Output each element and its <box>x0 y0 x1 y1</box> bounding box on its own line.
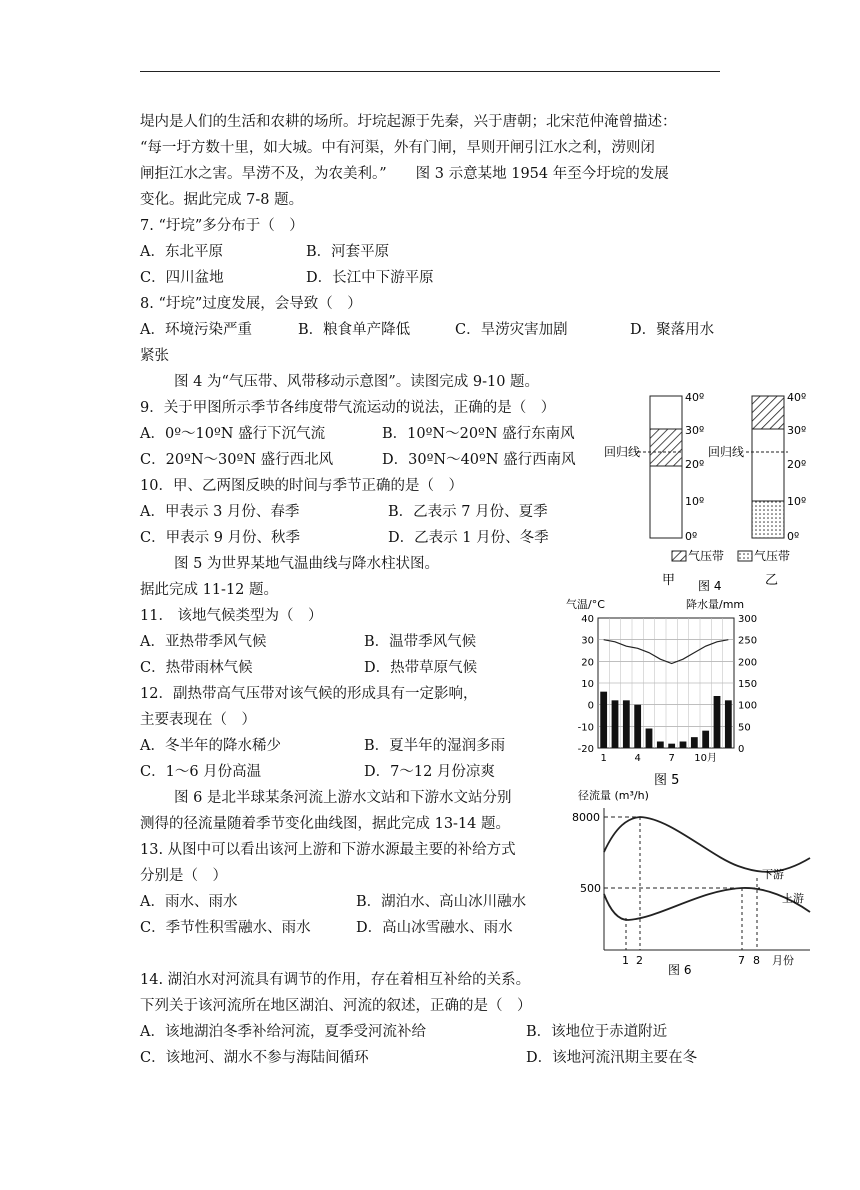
tick-right-40: 40º <box>787 391 807 404</box>
tick-left-0: 0º <box>685 530 698 543</box>
column-left <box>650 396 682 538</box>
question-13: 13. 从图中可以看出该河上游和下游水源最主要的补给方式 <box>140 842 516 858</box>
temp-tick: -10 <box>577 722 594 734</box>
option-10c[interactable]: C．甲表示 9 月份、秋季 <box>140 530 301 546</box>
precip-bar <box>600 692 607 748</box>
temp-tick: 30 <box>581 635 594 647</box>
precip-bar <box>714 696 721 748</box>
upstream-curve <box>604 888 810 920</box>
option-8d-cont: 紧张 <box>140 348 169 364</box>
option-11b[interactable]: B．温带季风气候 <box>364 634 477 650</box>
option-9a[interactable]: A．0º～10ºN 盛行下沉气流 <box>140 426 326 442</box>
tropic-label-right: 回归线 <box>708 445 745 459</box>
downstream-label: 下游 <box>762 868 784 881</box>
intro-13-14-b: 测得的径流量随着季节变化曲线图，据此完成 13-14 题。 <box>140 816 511 832</box>
question-7: 7. “圩垸”多分布于（ ） <box>140 218 304 234</box>
header-rule <box>140 71 720 72</box>
xtick-month-label: 月份 <box>772 954 794 967</box>
xtick-2: 2 <box>636 954 643 967</box>
precip-bar <box>657 742 664 749</box>
question-9: 9．关于甲图所示季节各纬度带气流运动的说法，正确的是（ ） <box>140 400 556 416</box>
temp-axis-label: 气温/°C <box>566 598 605 611</box>
intro-11-12-a: 图 5 为世界某地气温曲线与降水柱状图。 <box>174 556 439 572</box>
month-tick: 7 <box>668 753 675 764</box>
option-11c[interactable]: C．热带雨林气候 <box>140 660 253 676</box>
option-13c[interactable]: C．季节性积雪融水、雨水 <box>140 920 311 936</box>
precip-tick: 250 <box>738 635 758 647</box>
question-12-cont: 主要表现在（ ） <box>140 712 256 728</box>
temp-tick: 40 <box>581 614 594 625</box>
precip-tick: 0 <box>738 744 745 755</box>
tick-left-20: 20º <box>685 458 705 471</box>
tick-500: 500 <box>580 882 601 895</box>
runoff-axis-label: 径流量 (m³/h) <box>578 789 649 802</box>
option-11a[interactable]: A．亚热带季风气候 <box>140 634 267 650</box>
passage-line-1: 堤内是人们的生活和农耕的场所。圩垸起源于先秦，兴于唐朝；北宋范仲淹曾描述： <box>140 114 677 130</box>
option-12c[interactable]: C．1～6 月份高温 <box>140 764 262 780</box>
question-13-cont: 分别是（ ） <box>140 868 227 884</box>
option-8d[interactable]: D．聚落用水 <box>630 322 715 338</box>
option-12d[interactable]: D．7～12 月份凉爽 <box>364 764 495 780</box>
precip-tick: 200 <box>738 657 758 669</box>
legend-dots-swatch <box>738 551 752 561</box>
precip-bar <box>634 705 641 748</box>
option-14c[interactable]: C．该地河、湖水不参与海陆间循环 <box>140 1050 369 1066</box>
option-7a[interactable]: A．东北平原 <box>140 244 223 260</box>
tick-left-30: 30º <box>685 424 705 437</box>
option-14b[interactable]: B．该地位于赤道附近 <box>526 1024 668 1040</box>
temp-tick: -20 <box>577 744 594 755</box>
precip-tick: 150 <box>738 679 758 690</box>
legend-hatch-swatch <box>672 551 686 561</box>
option-14d[interactable]: D．该地河流汛期主要在冬 <box>526 1050 698 1066</box>
option-7d[interactable]: D．长江中下游平原 <box>306 270 434 286</box>
question-14: 14. 湖泊水对河流具有调节的作用，存在着相互补给的关系。 <box>140 972 531 988</box>
option-8a[interactable]: A．环境污染严重 <box>140 322 252 338</box>
figure-4-caption: 图 4 <box>698 579 722 593</box>
precip-bar <box>668 744 675 748</box>
tick-right-20: 20º <box>787 458 807 471</box>
xtick-7: 7 <box>738 954 745 967</box>
legend-wind-label: 气压带 <box>754 549 791 563</box>
tick-8000: 8000 <box>572 811 600 824</box>
question-12: 12．副热带高气压带对该气候的形成具有一定影响， <box>140 686 478 702</box>
question-14-cont: 下列关于该河流所在地区湖泊、河流的叙述，正确的是（ ） <box>140 998 532 1014</box>
figure-4 <box>598 388 812 596</box>
option-8b[interactable]: B．粮食单产降低 <box>298 322 411 338</box>
figure-5-caption: 图 5 <box>654 773 680 788</box>
intro-11-12-b: 据此完成 11-12 题。 <box>140 582 279 598</box>
pressure-belt-right <box>752 396 784 429</box>
precip-bar <box>702 731 709 748</box>
option-9c[interactable]: C．20ºN～30ºN 盛行西北风 <box>140 452 334 468</box>
tick-left-40: 40º <box>685 391 705 404</box>
precip-bar <box>680 742 687 749</box>
tropic-label-left: 回归线 <box>604 445 641 459</box>
precip-tick: 100 <box>738 700 758 712</box>
label-jia: 甲 <box>662 573 676 588</box>
option-12b[interactable]: B．夏半年的湿润多雨 <box>364 738 506 754</box>
month-tick: 10月 <box>694 753 718 764</box>
downstream-curve <box>604 817 810 872</box>
option-10a[interactable]: A．甲表示 3 月份、春季 <box>140 504 300 520</box>
tick-right-10: 10º <box>787 495 807 508</box>
precip-bar <box>725 700 732 748</box>
option-11d[interactable]: D．热带草原气候 <box>364 660 478 676</box>
option-10b[interactable]: B．乙表示 7 月份、夏季 <box>388 504 548 520</box>
option-8c[interactable]: C．旱涝灾害加剧 <box>455 322 568 338</box>
intro-9-10: 图 4 为“气压带、风带移动示意图”。读图完成 9-10 题。 <box>174 374 540 390</box>
legend-pressure-label: 气压带 <box>688 549 725 563</box>
precip-bar <box>623 700 630 748</box>
option-10d[interactable]: D．乙表示 1 月份、冬季 <box>388 530 549 546</box>
tick-left-10: 10º <box>685 495 705 508</box>
option-14a[interactable]: A．该地湖泊冬季补给河流，夏季受河流补给 <box>140 1024 426 1040</box>
question-11: 11． 该地气候类型为（ ） <box>140 608 323 624</box>
figure-6 <box>570 786 820 980</box>
passage-line-3: 闸拒江水之害。旱涝不及，为农美利。” 图 3 示意某地 1954 年至今圩垸的发展 <box>140 166 669 182</box>
temp-tick: 10 <box>581 679 594 690</box>
passage-line-2: “每一圩方数十里，如大城。中有河渠，外有门闸，旱则开闸引江水之利，涝则闭 <box>140 140 655 156</box>
temp-tick: 20 <box>581 657 594 669</box>
precip-bar <box>691 737 698 748</box>
pressure-belt-left <box>650 429 682 466</box>
xtick-8: 8 <box>753 954 760 967</box>
temp-tick: 0 <box>587 700 594 712</box>
precip-bar <box>646 729 653 749</box>
xtick-1: 1 <box>622 954 629 967</box>
passage-line-4: 变化。据此完成 7-8 题。 <box>140 192 304 208</box>
option-7b[interactable]: B．河套平原 <box>306 244 390 260</box>
figure-6-caption: 图 6 <box>668 963 692 977</box>
option-7c[interactable]: C．四川盆地 <box>140 270 224 286</box>
tick-right-0: 0º <box>787 530 800 543</box>
precip-bar <box>612 700 619 748</box>
option-9d[interactable]: D．30ºN～40ºN 盛行西南风 <box>382 452 576 468</box>
precip-axis-label: 降水量/mm <box>686 598 745 611</box>
option-13a[interactable]: A．雨水、雨水 <box>140 894 238 910</box>
intro-13-14-a: 图 6 是北半球某条河流上游水文站和下游水文站分别 <box>174 790 512 806</box>
upstream-label: 上游 <box>782 892 804 905</box>
option-13b[interactable]: B．湖泊水、高山冰川融水 <box>356 894 527 910</box>
question-8: 8. “圩垸”过度发展，会导致（ ） <box>140 296 362 312</box>
option-12a[interactable]: A．冬半年的降水稀少 <box>140 738 281 754</box>
precip-tick: 300 <box>738 614 758 625</box>
label-yi: 乙 <box>765 573 779 588</box>
tick-right-30: 30º <box>787 424 807 437</box>
month-tick: 1 <box>600 753 607 764</box>
month-tick: 4 <box>634 753 641 764</box>
figure-5 <box>562 596 780 788</box>
option-9b[interactable]: B．10ºN～20ºN 盛行东南风 <box>382 426 575 442</box>
question-10: 10．甲、乙两图反映的时间与季节正确的是（ ） <box>140 478 463 494</box>
precip-tick: 50 <box>738 722 751 734</box>
wind-belt-right <box>752 501 784 538</box>
option-13d[interactable]: D．高山冰雪融水、雨水 <box>356 920 513 936</box>
